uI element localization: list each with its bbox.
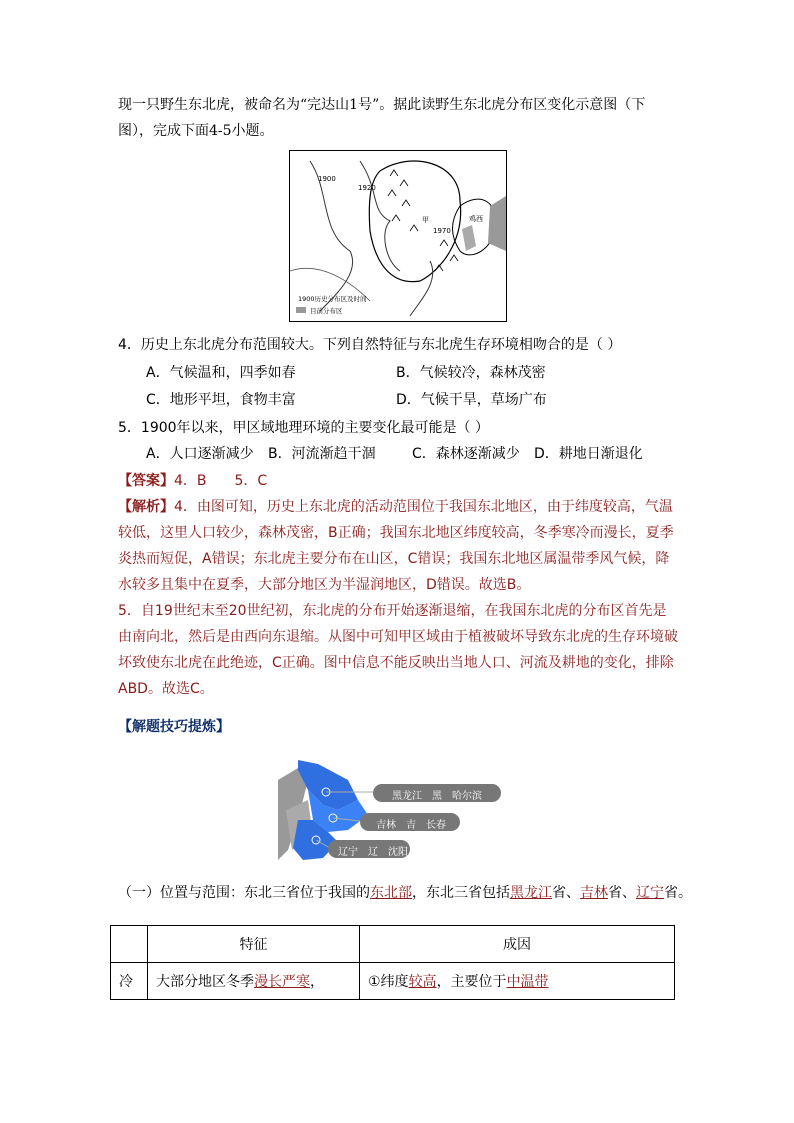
question-5-stem: 5．1900年以来，甲区域地理环境的主要变化最可能是（ ） (118, 420, 489, 436)
analysis-line6: 由南向北，然后是由西向东退缩。从图中可知甲区域由于植被破坏导致东北虎的生存环境破 (118, 629, 678, 645)
cause-underlined-2: 中温带 (506, 974, 549, 990)
table-header-empty (111, 926, 148, 963)
q5-option-b: B．河流渐趋干涸 (268, 446, 376, 462)
answer-text: 4．B 5．C (174, 473, 268, 489)
question-4-stem: 4．历史上东北虎分布范围较大。下列自然特征与东北虎生存环境相吻合的是（ ） (118, 337, 622, 353)
analysis-line4: 水较多且集中在夏季，大部分地区为半湿润地区，D错误。故选B。 (118, 577, 531, 593)
answer-label: 【答案】 (118, 473, 174, 489)
q5-option-d: D．耕地日渐退化 (534, 446, 643, 462)
analysis-line7: 坏致使东北虎在此绝迹，C正确。图中信息不能反映出当地人口、河流及耕地的变化，排除 (118, 655, 674, 671)
label-1970: 1970 (433, 227, 451, 235)
table-row (111, 963, 675, 1000)
table-header-cause: 成因 (360, 926, 675, 963)
answer-line (118, 468, 267, 494)
cause-mid: ，主要位于 (436, 974, 507, 990)
q5-option-a: A．人口逐渐减少 (146, 446, 254, 462)
cause-pre: ①纬度 (368, 974, 409, 990)
table-header-row (111, 926, 675, 963)
label-1900: 1900 (318, 175, 336, 183)
intro-line2: 图），完成下面4-5小题。 (118, 123, 274, 139)
feature-pre: 大部分地区冬季 (156, 974, 254, 990)
table-row-feature (148, 963, 360, 1000)
tiger-distribution-map (289, 150, 507, 322)
section-s1: 省、 (552, 885, 580, 901)
analysis-line2: 较低，这里人口较少，森林茂密，B正确；我国东北地区纬度较高，冬季寒冷而漫长，夏季 (118, 525, 674, 541)
northeast-provinces-map (278, 760, 508, 868)
province-heilongjiang: 黑龙江 (510, 885, 552, 901)
section-s3: 省。 (664, 885, 692, 901)
q4-option-b: B．气候较冷，森林茂密 (396, 365, 546, 381)
q4-option-c: C．地形平坦，食物丰富 (146, 392, 296, 408)
section-pre: （一）位置与范围：东北三省位于我国的 (118, 885, 370, 901)
section-mid: ，东北三省包括 (412, 885, 510, 901)
label-jilin: 吉林 吉 长春 (376, 820, 446, 831)
feature-post: ， (310, 974, 324, 990)
section-location: 东北部 (370, 885, 412, 901)
table-row-cause (360, 963, 675, 1000)
table-row-label: 冷 (111, 963, 148, 1000)
feature-cause-table (110, 925, 675, 1000)
analysis-line5: 5．自19世纪末至20世纪初，东北虎的分布开始逐渐退缩，在我国东北虎的分布区首先是 (118, 603, 667, 619)
section-s2: 省、 (608, 885, 636, 901)
analysis-label: 【解析】 (118, 499, 174, 515)
legend-current: 目前分布区 (310, 307, 343, 315)
q4-option-a: A．气候温和，四季如春 (146, 365, 296, 381)
label-1920: 1920 (358, 184, 376, 192)
q5-option-c: C．森林逐渐减少 (412, 446, 520, 462)
label-liaoning: 辽宁 辽 沈阳 (338, 847, 408, 858)
intro-text (118, 92, 678, 144)
analysis-line3: 炎热而短促，A错误；东北虎主要分布在山区，C错误；我国东北地区属温带季风气候，降 (118, 551, 670, 567)
label-jia: 甲 (422, 216, 429, 224)
intro-line1: 现一只野生东北虎，被命名为“完达山1号”。据此读野生东北虎分布区变化示意图（下 (118, 97, 646, 113)
analysis-block (118, 494, 678, 702)
feature-underlined: 漫长严寒 (254, 974, 310, 990)
label-heilongjiang: 黑龙江 黑 哈尔滨 (392, 791, 482, 802)
analysis-line8: ABD。故选C。 (118, 681, 214, 697)
province-liaoning: 辽宁 (636, 885, 664, 901)
province-jilin: 吉林 (580, 885, 608, 901)
q4-option-d: D．气候干旱，草场广布 (396, 392, 547, 408)
table-header-feature: 特征 (148, 926, 360, 963)
label-jixi: 鸡西 (469, 215, 483, 223)
tips-heading: 【解题技巧提炼】 (118, 719, 230, 735)
analysis-line1: 4．由图可知，历史上东北虎的活动范围位于我国东北地区，由于纬度较高，气温 (174, 499, 673, 515)
legend-history: 1900历史分布区及时间 (298, 295, 367, 303)
cause-underlined-1: 较高 (408, 974, 437, 990)
position-scope-text (118, 882, 692, 904)
